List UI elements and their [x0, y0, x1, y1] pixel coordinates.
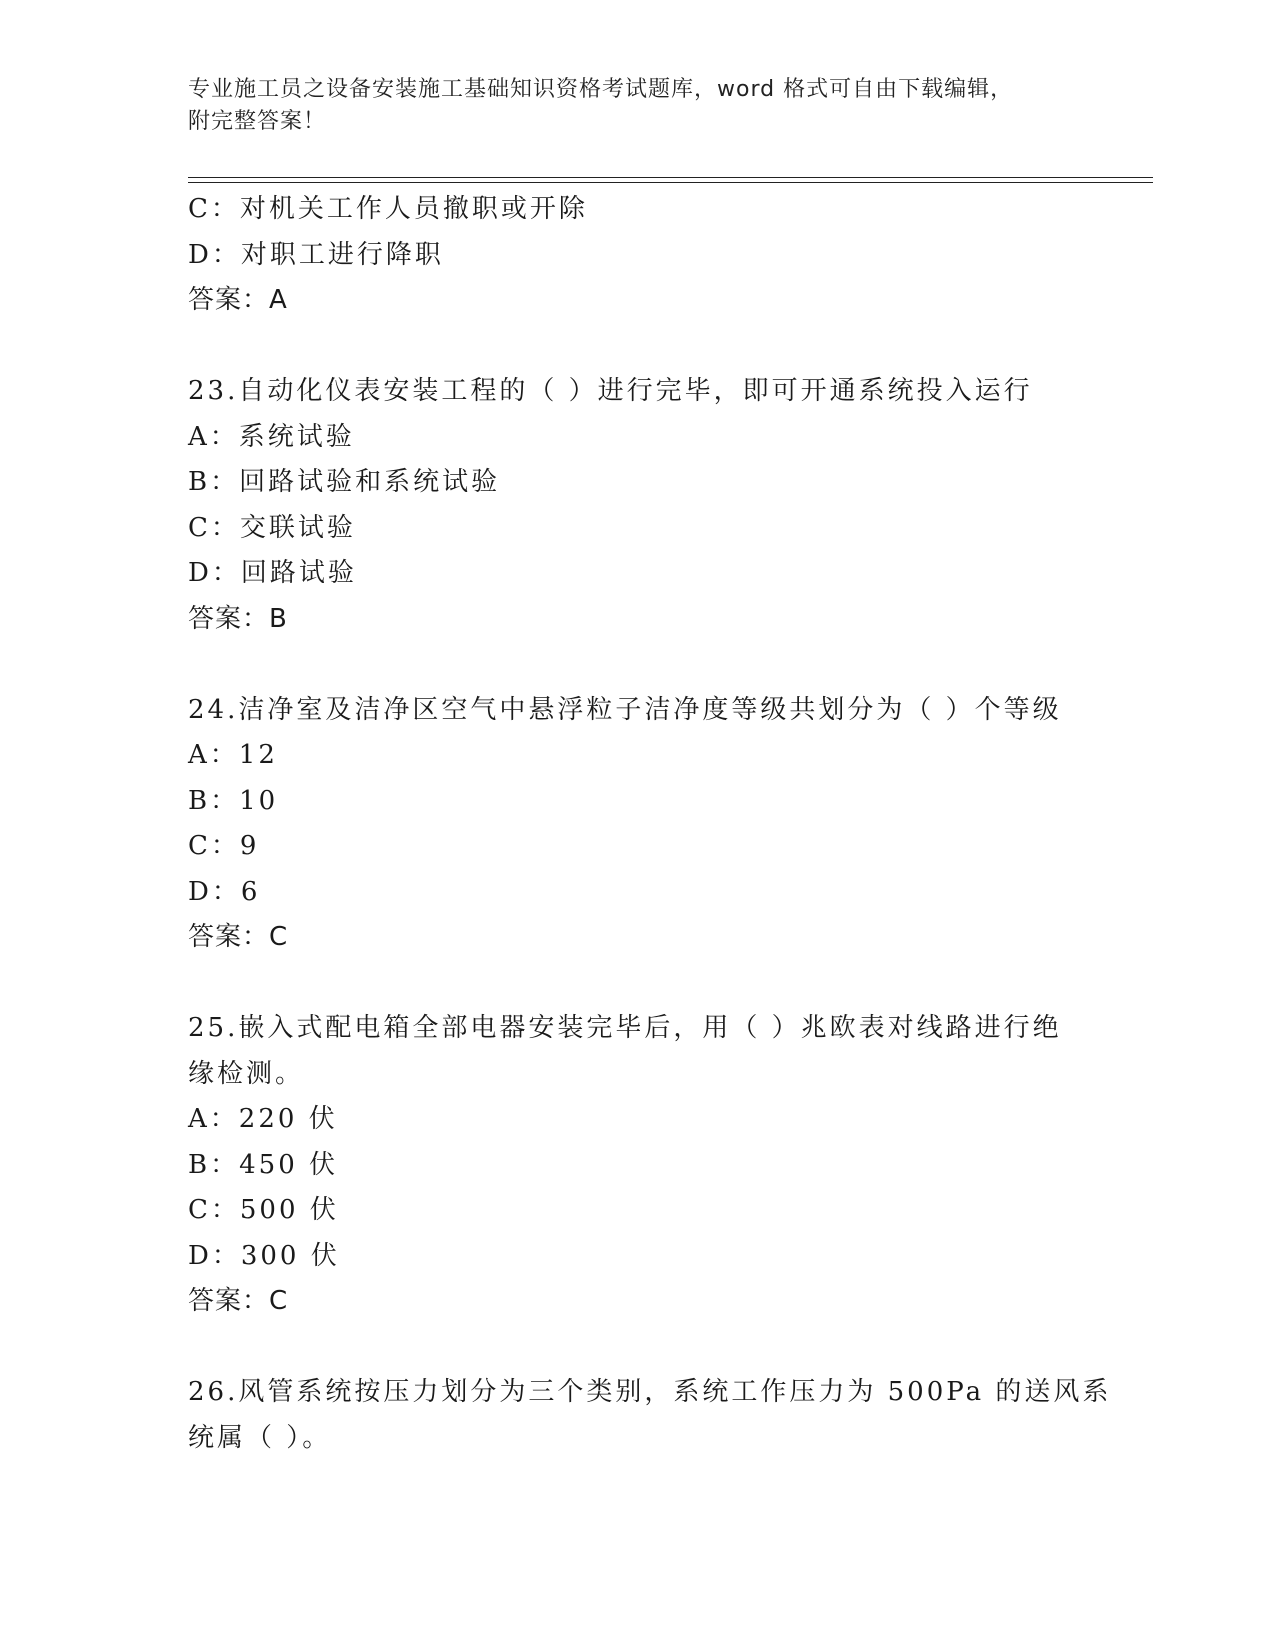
- spacer: [188, 961, 1088, 1007]
- header-divider-bottom: [188, 182, 1153, 183]
- header-divider-top: [188, 177, 1153, 178]
- answer-line: 答案：B: [188, 603, 288, 634]
- option-d: D：回路试验: [188, 558, 357, 588]
- question-stem-line-2: 统属（ ）。: [188, 1422, 332, 1453]
- question-list: [188, 187, 1112, 1461]
- option-c: C：500 伏: [188, 1195, 339, 1225]
- option-d: D：300 伏: [188, 1240, 340, 1271]
- header-line-2: 附完整答案！: [188, 109, 327, 134]
- option-c: C：9: [188, 831, 260, 861]
- question-25: [188, 1006, 1088, 1325]
- question-23: [188, 369, 1088, 642]
- option-b: B：450 伏: [188, 1149, 338, 1180]
- option-b: B：回路试验和系统试验: [188, 467, 501, 497]
- option-b: B：10: [188, 785, 279, 816]
- question-22-continuation: [188, 187, 1088, 324]
- spacer: [188, 1325, 1088, 1371]
- option-c: C：交联试验: [188, 512, 356, 543]
- spacer: [188, 324, 1088, 370]
- option-a: A：系统试验: [188, 421, 355, 452]
- answer-line: 答案：C: [188, 1286, 289, 1316]
- option-a: A：12: [188, 740, 278, 770]
- option-d: D：对职工进行降职: [188, 239, 444, 270]
- question-stem-line-1: 25.嵌入式配电箱全部电器安装完毕后，用（ ）兆欧表对线路进行绝: [188, 1013, 1062, 1043]
- option-a: A：220 伏: [188, 1104, 338, 1134]
- option-d: D：6: [188, 876, 261, 907]
- option-c: C：对机关工作人员撤职或开除: [188, 194, 588, 224]
- question-stem-line-1: 26.风管系统按压力划分为三个类别，系统工作压力为 500Pa 的送风系: [188, 1377, 1112, 1407]
- answer-line: 答案：C: [188, 922, 289, 952]
- document-header: [188, 74, 1068, 138]
- question-stem: 24.洁净室及洁净区空气中悬浮粒子洁净度等级共划分为（ ）个等级: [188, 694, 1062, 725]
- spacer: [188, 642, 1088, 688]
- header-line-1: 专业施工员之设备安装施工基础知识资格考试题库，word 格式可自由下载编辑，: [188, 77, 1014, 102]
- answer-line: 答案：A: [188, 285, 288, 315]
- question-stem: 23.自动化仪表安装工程的（ ）进行完毕，即可开通系统投入运行: [188, 376, 1033, 406]
- question-stem-line-2: 缘检测。: [188, 1058, 305, 1089]
- question-26: [188, 1370, 1112, 1461]
- question-24: [188, 688, 1088, 961]
